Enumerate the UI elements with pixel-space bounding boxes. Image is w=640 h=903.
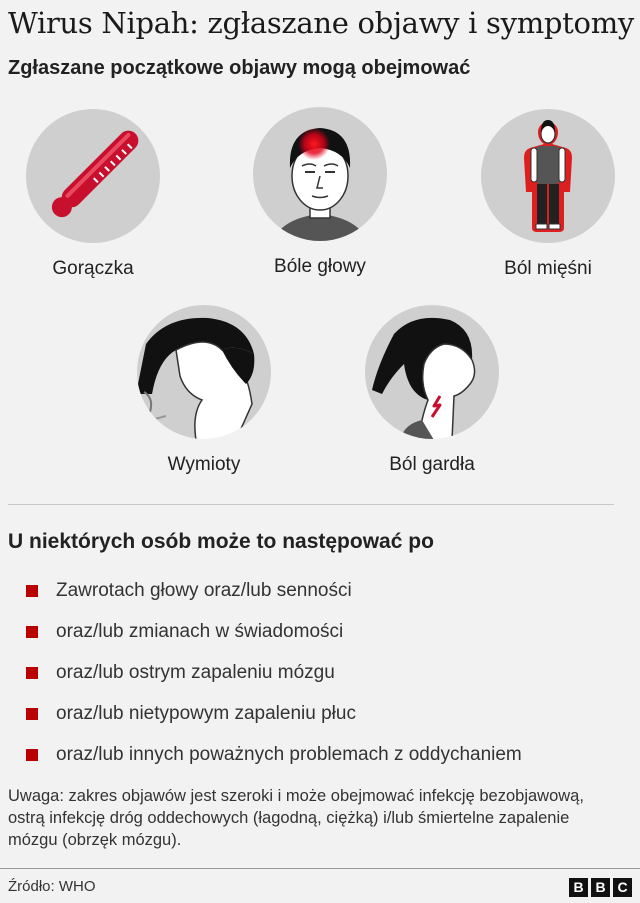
- sore-throat-icon: [364, 304, 500, 440]
- section-title: [8, 530, 434, 554]
- bullet-square-icon: [26, 626, 38, 638]
- bullet-square-icon: [26, 585, 38, 597]
- bullet-square-icon: [26, 749, 38, 761]
- headache-face-icon: [252, 106, 388, 242]
- bullet-square-icon: [26, 667, 38, 679]
- section-title-bold: następować po: [282, 530, 434, 553]
- symptom-label: Wymioty: [167, 454, 241, 475]
- bullet-square-icon: [26, 708, 38, 720]
- list-item: oraz/lub nietypowym zapaleniu płuc: [26, 693, 522, 734]
- symptom-label: Bóle głowy: [274, 256, 366, 277]
- symptom-label: Gorączka: [52, 258, 134, 279]
- symptom-list: [26, 570, 522, 775]
- section-title-regular: U niektórych osób może to: [8, 530, 283, 553]
- note-text: Uwaga: zakres objawów jest szeroki i może obejmować infekcję bezobjawową, ostrą infekcję dróg oddechowych (łagodną, ciężką) i/lub śmiertelne zapalenie mózgu (obrzęk mózgu).: [8, 787, 584, 849]
- footer-divider: [0, 868, 640, 869]
- body-pain-icon: [480, 108, 616, 244]
- symptom-sore-throat: [332, 304, 532, 476]
- page-subtitle: Zgłaszane początkowe objawy mogą obejmować: [8, 57, 471, 79]
- source-text: Źródło: WHO: [8, 878, 96, 895]
- symptom-label: Ból mięśni: [504, 258, 592, 279]
- symptom-label: Ból gardła: [389, 454, 475, 475]
- page-title: Wirus Nipah: zgłaszane objawy i symptomy: [8, 6, 634, 40]
- bbc-logo-letter: B: [569, 878, 588, 897]
- list-item: oraz/lub innych poważnych problemach z oddychaniem: [26, 734, 522, 775]
- bbc-logo-letter: C: [613, 878, 632, 897]
- vomiting-icon: [136, 304, 272, 440]
- symptom-muscle-pain: [448, 108, 640, 280]
- thermometer-icon: [25, 108, 161, 244]
- bbc-logo: [569, 878, 632, 897]
- bbc-logo-letter: B: [591, 878, 610, 897]
- list-item: oraz/lub zmianach w świadomości: [26, 611, 522, 652]
- list-item: oraz/lub ostrym zapaleniu mózgu: [26, 652, 522, 693]
- symptom-vomiting: [104, 304, 304, 476]
- symptom-fever: [0, 108, 193, 280]
- list-item: Zawrotach głowy oraz/lub senności: [26, 570, 522, 611]
- symptom-headache: [220, 106, 420, 278]
- section-divider: [8, 504, 614, 505]
